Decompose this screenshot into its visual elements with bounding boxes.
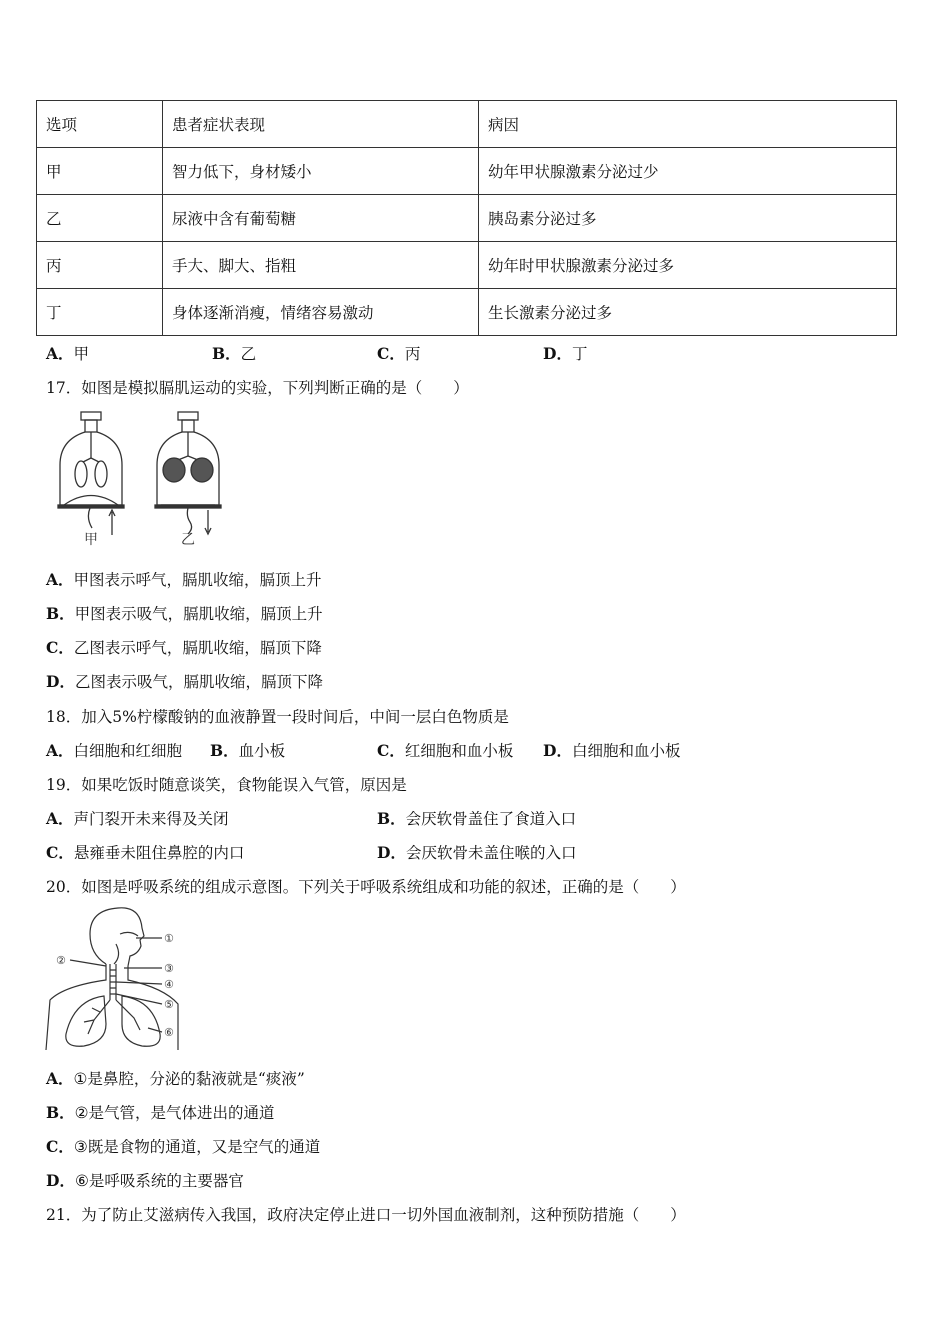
q20-option-b[interactable]: B．②是气管，是气体进出的通道 bbox=[46, 1103, 275, 1122]
table-cell: 丙 bbox=[37, 242, 163, 289]
q20-stem: 20．如图是呼吸系统的组成示意图。下列关于呼吸系统组成和功能的叙述，正确的是（ ） bbox=[46, 878, 686, 896]
table-row bbox=[37, 195, 897, 242]
table-cell: 甲 bbox=[37, 148, 163, 195]
q16-option-b[interactable]: B．乙 bbox=[212, 344, 257, 363]
diaphragm-model-figure bbox=[50, 410, 240, 550]
table-cell: 手大、脚大、指粗 bbox=[163, 242, 479, 289]
table-cell: 胰岛素分泌过多 bbox=[479, 195, 897, 242]
q18-option-b[interactable]: B．血小板 bbox=[210, 741, 286, 760]
figure-label-6: ⑥ bbox=[164, 1026, 174, 1039]
q17-option-a[interactable]: A．甲图表示呼气，膈肌收缩，膈顶上升 bbox=[46, 570, 322, 589]
q17-option-b[interactable]: B．甲图表示吸气，膈肌收缩，膈顶上升 bbox=[46, 604, 323, 623]
q20-option-a[interactable]: A．①是鼻腔，分泌的黏液就是“痰液” bbox=[46, 1069, 305, 1088]
q20-option-d[interactable]: D．⑥是呼吸系统的主要器官 bbox=[46, 1171, 244, 1190]
table-cell: 智力低下，身材矮小 bbox=[163, 148, 479, 195]
q19-option-c[interactable]: C．悬雍垂未阻住鼻腔的内口 bbox=[46, 843, 245, 862]
figure-label-2: ② bbox=[56, 954, 66, 967]
table-row bbox=[37, 289, 897, 336]
table-cell: 幼年甲状腺激素分泌过少 bbox=[479, 148, 897, 195]
symptoms-table bbox=[36, 100, 897, 336]
q16-option-a[interactable]: A．甲 bbox=[46, 344, 90, 363]
q19-option-d[interactable]: D．会厌软骨未盖住喉的入口 bbox=[377, 843, 577, 862]
table-header-cell: 病因 bbox=[479, 101, 897, 148]
table-row bbox=[37, 242, 897, 289]
figure-label-1: ① bbox=[164, 932, 174, 945]
table-cell: 丁 bbox=[37, 289, 163, 336]
figure-label-4: ④ bbox=[164, 978, 174, 991]
q18-option-c[interactable]: C．红细胞和血小板 bbox=[377, 741, 514, 760]
figure-label-yi: 乙 bbox=[181, 532, 195, 548]
table-cell: 尿液中含有葡萄糖 bbox=[163, 195, 479, 242]
table-cell: 幼年时甲状腺激素分泌过多 bbox=[479, 242, 897, 289]
figure-label-jia: 甲 bbox=[84, 532, 98, 548]
q17-option-c[interactable]: C．乙图表示呼气，膈肌收缩，膈顶下降 bbox=[46, 638, 322, 657]
q19-stem: 19．如果吃饭时随意谈笑，食物能误入气管，原因是 bbox=[46, 776, 407, 794]
q21-stem: 21．为了防止艾滋病传入我国，政府决定停止进口一切外国血液制剂，这种预防措施（ ） bbox=[46, 1206, 686, 1224]
figure-label-5: ⑤ bbox=[164, 998, 174, 1011]
q16-option-c[interactable]: C．丙 bbox=[377, 344, 421, 363]
table-header-cell: 患者症状表现 bbox=[163, 101, 479, 148]
q17-option-d[interactable]: D．乙图表示吸气，膈肌收缩，膈顶下降 bbox=[46, 672, 323, 691]
q19-option-a[interactable]: A．声门裂开未来得及关闭 bbox=[46, 809, 229, 828]
figure-label-3: ③ bbox=[164, 962, 174, 975]
q19-option-b[interactable]: B．会厌软骨盖住了食道入口 bbox=[377, 809, 577, 828]
q20-option-c[interactable]: C．③既是食物的通道，又是空气的通道 bbox=[46, 1137, 321, 1156]
respiratory-system-figure bbox=[44, 904, 194, 1054]
q17-stem: 17．如图是模拟膈肌运动的实验，下列判断正确的是（ ） bbox=[46, 379, 469, 397]
q18-option-a[interactable]: A．白细胞和红细胞 bbox=[46, 741, 183, 760]
table-cell: 乙 bbox=[37, 195, 163, 242]
table-header-cell: 选项 bbox=[37, 101, 163, 148]
table-row bbox=[37, 148, 897, 195]
table-cell: 身体逐渐消瘦，情绪容易激动 bbox=[163, 289, 479, 336]
table-cell: 生长激素分泌过多 bbox=[479, 289, 897, 336]
table-header-row bbox=[37, 101, 897, 148]
q18-option-d[interactable]: D．白细胞和血小板 bbox=[543, 741, 681, 760]
q16-option-d[interactable]: D．丁 bbox=[543, 344, 588, 363]
q18-stem: 18．加入5%柠檬酸钠的血液静置一段时间后，中间一层白色物质是 bbox=[46, 708, 509, 726]
